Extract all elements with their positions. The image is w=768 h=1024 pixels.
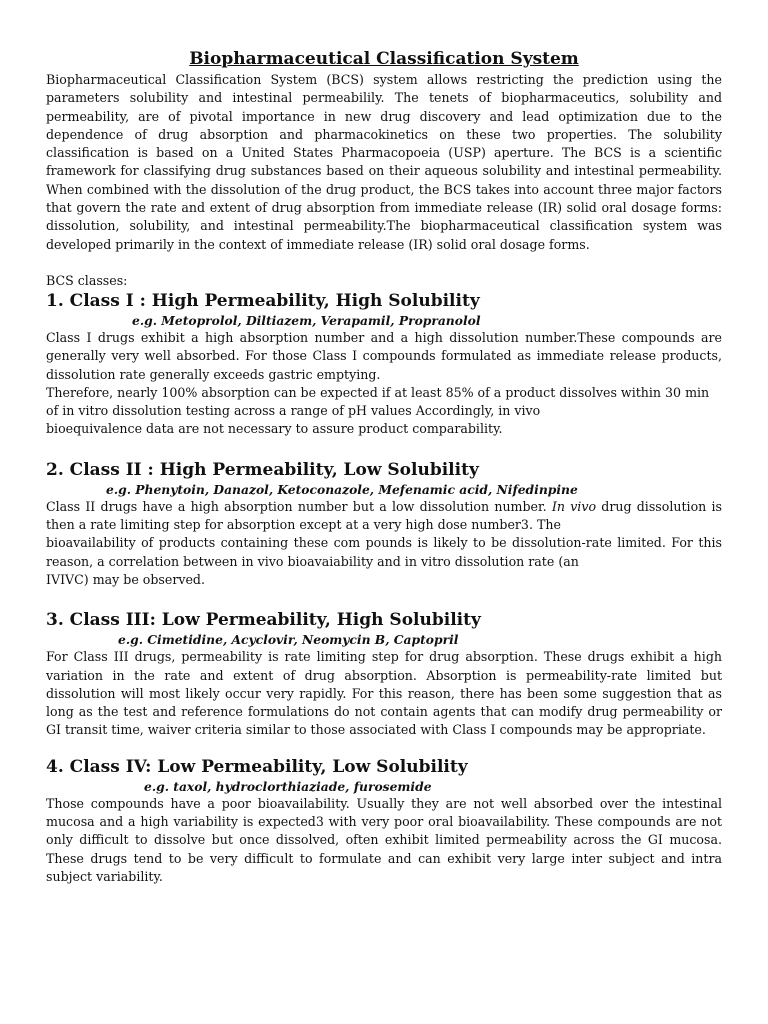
spacer xyxy=(46,740,722,756)
class-3-examples: e.g. Cimetidine, Acyclovir, Neomycin B, Captopril xyxy=(118,632,459,648)
class-1-paragraph-line: of in vitro dissolution testing across a range of pH values Accordingly, in vivo xyxy=(46,403,541,419)
class-2-paragraph: bioavailability of products containing these com pounds is likely to be dissolution-rate limited. For this reason, a correlation between in vivo bioavaiability and in vitro dissolution rate (an xyxy=(46,535,722,569)
class-3-paragraph: For Class III drugs, permeability is rate limiting step for drug absorption. These drugs exhibit a high variation in the rate and extent of drug absorption. Absorption is permeability-rate limited but dissolution will most likely occur very rapidly. For this reason, there has been some suggestion that as long as the test and reference formulations do not contain agents that can modify drug permeability or GI transit time, waiver criteria similar to those associated with Class I compounds may be appropriate. xyxy=(46,649,722,738)
spacer xyxy=(46,589,722,609)
spacer xyxy=(46,254,722,272)
class-2-paragraph xyxy=(46,498,722,535)
class-1-heading: 1. Class I : High Permeability, High Solubility xyxy=(46,290,480,311)
class-2-text: drug dissolution is then a rate limiting step for absorption except at a very high dose number3. The xyxy=(46,498,722,533)
class-1-paragraph-line: Therefore, nearly 100% absorption can be expected if at least 85% of a product dissolves within 30 min xyxy=(46,384,710,400)
class-1-paragraph: Class I drugs exhibit a high absorption number and a high dissolution number.These compounds are generally very well absorbed. For those Class I compounds formulated as immediate release products, dissolution rate generally exceeds gastric emptying. xyxy=(46,329,722,382)
class-3-heading: 3. Class III: Low Permeability, High Solubility xyxy=(46,610,481,631)
document-page xyxy=(46,48,722,886)
class-2-paragraph-line: IVIVC) may be observed. xyxy=(46,571,205,587)
document-title: Biopharmaceutical Classification System xyxy=(189,49,579,69)
class-4-examples: e.g. taxol, hydroclorthiaziade, furosemide xyxy=(144,778,432,794)
class-1-examples: e.g. Metoprolol, Diltiazem, Verapamil, Propranolol xyxy=(132,312,481,328)
in-vivo-italic: In vivo xyxy=(551,498,597,514)
class-1-paragraph-line: bioequivalence data are not necessary to assure product comparability. xyxy=(46,421,503,437)
bcs-classes-label: BCS classes: xyxy=(46,272,128,288)
class-2-heading: 2. Class II : High Permeability, Low Solubility xyxy=(46,459,479,480)
class-4-heading: 4. Class IV: Low Permeability, Low Solubility xyxy=(46,756,468,777)
class-4-paragraph: Those compounds have a poor bioavailability. Usually they are not well absorbed over the intestinal mucosa and a high variability is expected3 with very poor oral bioavailability. These compounds are not only difficult to dissolve but once dissolved, often exhibit limited permeability across the GI mucosa. These drugs tend to be very difficult to formulate and can exhibit very large inter subject and intra subject variability. xyxy=(46,795,722,884)
intro-paragraph: Biopharmaceutical Classification System (BCS) system allows restricting the prediction using the parameters solubility and intestinal permeabilily. The tenets of biopharmaceutics, solubility and permeability, are of pivotal importance in new drug discovery and lead optimization due to the dependence of drug absorption and pharmacokinetics on these two properties. The solubility classification is based on a United States Pharmacopoeia (USP) aperture. The BCS is a scientific framework for classifying drug substances based on their aqueous solubility and intestinal permeability. When combined with the dissolution of the drug product, the BCS takes into account three major factors that govern the rate and extent of drug absorption from immediate release (IR) solid oral dosage forms: dissolution, solubility, and intestinal permeability.The biopharmaceutical classification system was developed primarily in the context of immediate release (IR) solid oral dosage forms. xyxy=(46,72,722,252)
spacer xyxy=(46,439,722,459)
class-2-text: Class II drugs have a high absorption number but a low dissolution number. xyxy=(46,498,552,514)
class-2-examples: e.g. Phenytoin, Danazol, Ketoconazole, Mefenamic acid, Nifedinpine xyxy=(106,481,578,497)
